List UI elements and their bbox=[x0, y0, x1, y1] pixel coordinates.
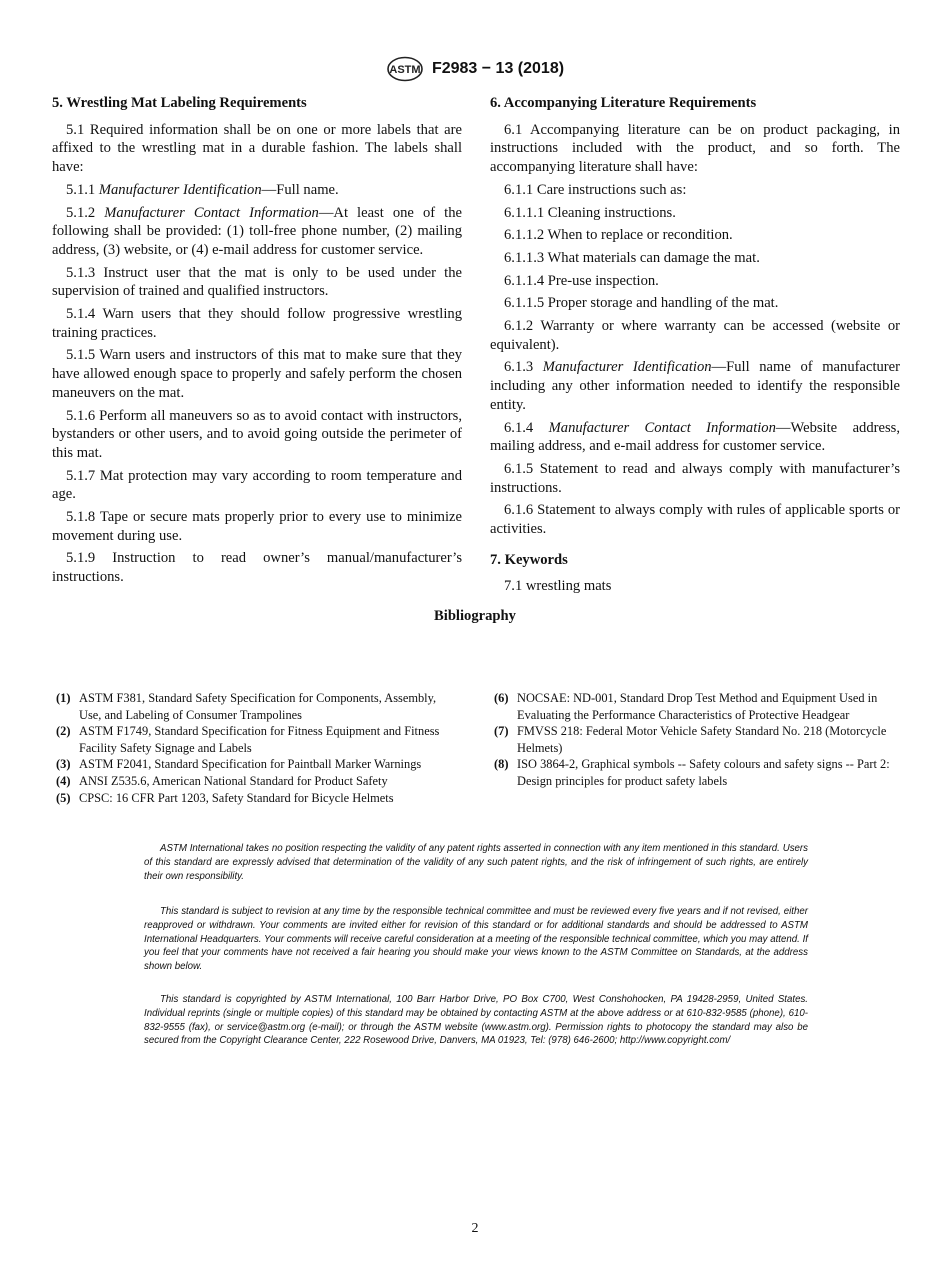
item-text: 6.1.1.5 Proper storage and handling of the mat. bbox=[504, 295, 779, 312]
section-5-item bbox=[52, 121, 462, 177]
reference-number: (6) bbox=[494, 691, 509, 705]
bibliography-entry bbox=[494, 756, 894, 789]
section-5-column bbox=[52, 94, 462, 587]
reference-text: ASTM F2041, Standard Specification for Paintball Marker Warnings bbox=[79, 757, 422, 772]
section-6-item bbox=[490, 317, 900, 354]
section-6-item bbox=[490, 419, 900, 456]
item-text: 6.1.4 bbox=[504, 419, 549, 436]
section-6-item bbox=[490, 181, 900, 200]
item-text: 5.1.6 Perform all maneuvers so as to avoid contact with instructors, bystanders or other users, and to avoid going outside the perimeter of this mat. bbox=[52, 407, 462, 461]
section-6-heading: 6. Accompanying Literature Requirements bbox=[490, 95, 757, 111]
item-text: 5.1.1 bbox=[66, 181, 99, 198]
section-5-item bbox=[52, 407, 462, 463]
item-text: 6.1.3 bbox=[504, 359, 543, 376]
section-6-item bbox=[490, 121, 900, 177]
section-5-item bbox=[52, 549, 462, 586]
document-id: F2983 − 13 (2018) bbox=[431, 60, 565, 77]
logo-text: ASTM bbox=[389, 64, 421, 76]
item-text: 5.1.7 Mat protection may vary according to room temperature and age. bbox=[52, 467, 462, 503]
item-text: 6.1.1 Care instructions such as: bbox=[504, 181, 687, 198]
item-text: 5.1 Required information shall be on one or more labels that are affixed to the wrestling mat in a durable fashion. The labels shall have: bbox=[52, 121, 462, 176]
item-text: 6.1.5 Statement to read and always comply with manufacturer’s instructions. bbox=[490, 460, 900, 496]
section-7-heading: 7. Keywords bbox=[490, 551, 568, 568]
item-text: 5.1.4 Warn users that they should follow progressive wrestling training practices. bbox=[52, 306, 462, 341]
item-text: 5.1.3 Instruct user that the mat is only to be used under the supervision of trained and qualified instructors. bbox=[52, 264, 462, 300]
bibliography-entry bbox=[56, 756, 456, 773]
bibliography-entry bbox=[494, 723, 894, 756]
revision-notice: This standard is subject to revision at any time by the responsible technical committee and must be reviewed every five years and if not revised, either reapproved or withdrawn. Your comments are invited either for revision of this standard or for additional standards and should be addressed to ASTM International Headquarters. Your comments will receive careful consideration at a meeting of the responsible technical committee, which you may attend. If you feel that your comments have not received a fair hearing you should make your views known to the ASTM Committee on Standards, at the address shown below. bbox=[144, 906, 808, 973]
section-5-item bbox=[52, 346, 462, 402]
section-6-item bbox=[490, 294, 900, 313]
bibliography-title: Bibliography bbox=[434, 608, 516, 624]
section-6-item bbox=[490, 249, 900, 268]
item-term: Manufacturer Identification bbox=[98, 181, 262, 198]
item-text: 6.1.1.1 Cleaning instructions. bbox=[504, 204, 676, 221]
bibliography-left-list bbox=[56, 690, 456, 806]
reference-text: NOCSAE: ND-001, Standard Drop Test Method and Equipment Used in Evaluating the Performance Characteristics of Protective Headgear bbox=[517, 691, 878, 722]
patent-notice: ASTM International takes no position respecting the validity of any patent rights asserted in connection with any item mentioned in this standard. Users of this standard are expressly advised that determination of the validity of any such patent rights, and the risk of infringement of such rights, are entirely their own responsibility. bbox=[144, 843, 808, 882]
section-6-item bbox=[490, 501, 900, 538]
reference-number: (8) bbox=[494, 757, 509, 772]
section-5-item bbox=[52, 467, 462, 504]
section-6-item bbox=[490, 358, 900, 414]
reference-number: (1) bbox=[56, 691, 71, 705]
section-5-heading: 5. Wrestling Mat Labeling Requirements bbox=[52, 95, 307, 111]
section-5-item bbox=[52, 204, 462, 260]
reference-text: ASTM F381, Standard Safety Specification for Components, Assembly, Use, and Labeling of Consumer Trampolines bbox=[79, 691, 437, 722]
section-6-item bbox=[490, 226, 900, 245]
item-text: 5.1.8 Tape or secure mats properly prior to every use to minimize movement during use. bbox=[52, 509, 462, 544]
item-term: Manufacturer Contact Information bbox=[548, 419, 776, 436]
reference-text: ISO 3864-2, Graphical symbols -- Safety colours and safety signs -- Part 2: Design principles for product safety labels bbox=[517, 757, 890, 788]
section-5-item bbox=[52, 508, 462, 545]
item-definition: —Full name of manufacturer including any other information needed to identify the responsible entity. bbox=[490, 359, 900, 413]
item-term: Manufacturer Contact Information bbox=[104, 204, 319, 221]
section-6-7-column bbox=[490, 94, 900, 596]
section-6-item bbox=[490, 204, 900, 223]
keyword-item: 7.1 wrestling mats bbox=[504, 578, 612, 595]
section-6-items bbox=[490, 121, 900, 539]
item-text: 5.1.2 bbox=[66, 204, 105, 221]
section-6-item bbox=[490, 272, 900, 291]
item-text: 6.1.1.4 Pre-use inspection. bbox=[504, 272, 659, 289]
reference-text: ASTM F1749, Standard Specification for Fitness Equipment and Fitness Facility Safety Signage and Labels bbox=[79, 724, 440, 755]
item-term: Manufacturer Identification bbox=[542, 359, 712, 376]
bibliography-entry bbox=[56, 790, 456, 807]
item-text: 6.1 Accompanying literature can be on product packaging, in instructions included with the product, and so forth. The accompanying literature shall have: bbox=[490, 121, 900, 176]
reference-number: (3) bbox=[56, 757, 71, 772]
bibliography-entry bbox=[56, 723, 456, 756]
copyright-notice: This standard is copyrighted by ASTM International, 100 Barr Harbor Drive, PO Box C700, West Conshohocken, PA 19428-2959, United States. Individual reprints (single or multiple copies) of this standard may be obtained by contacting ASTM at the above address or at 610-832-9585 (phone), 610-832-9555 (fax), or service@astm.org (e-mail); or through the ASTM website (www.astm.org). Permission rights to photocopy the standard may also be secured from the Copyright Clearance Center, 222 Rosewood Drive, Danvers, MA 01923, Tel: (978) 646-2600; http://www.copyright.com/ bbox=[144, 994, 808, 1047]
astm-logo-icon bbox=[386, 56, 424, 82]
reference-text: CPSC: 16 CFR Part 1203, Safety Standard for Bicycle Helmets bbox=[79, 790, 394, 805]
item-definition: —Full name. bbox=[261, 181, 339, 198]
page-header bbox=[0, 54, 950, 84]
item-text: 5.1.5 Warn users and instructors of this mat to make sure that they have allowed enough space to properly and safely perform the chosen maneuvers on the mat. bbox=[52, 347, 462, 401]
bibliography-entry bbox=[494, 690, 894, 723]
page-number: 2 bbox=[471, 1221, 479, 1236]
item-text: 6.1.6 Statement to always comply with rules of applicable sports or activities. bbox=[490, 502, 900, 538]
section-5-item bbox=[52, 264, 462, 301]
item-text: 6.1.2 Warranty or where warranty can be accessed (website or equivalent). bbox=[490, 318, 900, 353]
reference-text: ANSI Z535.6, American National Standard for Product Safety bbox=[79, 773, 388, 788]
item-text: 5.1.9 Instruction to read owner’s manual/manufacturer’s instructions. bbox=[52, 550, 462, 586]
bibliography-entry bbox=[56, 773, 456, 790]
item-definition: —At least one of the following shall be provided: (1) toll-free phone number, (2) mailing address, (3) website, or (4) e-mail address for customer service. bbox=[52, 204, 462, 258]
reference-number: (4) bbox=[56, 773, 71, 788]
section-6-item bbox=[490, 460, 900, 497]
item-definition: —Website address, mailing address, and e-mail address for customer service. bbox=[490, 419, 900, 455]
item-text: 6.1.1.2 When to replace or recondition. bbox=[504, 227, 733, 244]
bibliography-right-list bbox=[494, 690, 894, 790]
reference-number: (7) bbox=[494, 724, 509, 739]
reference-text: FMVSS 218: Federal Motor Vehicle Safety Standard No. 218 (Motorcycle Helmets) bbox=[517, 724, 887, 755]
section-5-item bbox=[52, 305, 462, 342]
reference-number: (2) bbox=[56, 724, 71, 739]
bibliography-entry bbox=[56, 690, 456, 723]
reference-number: (5) bbox=[56, 790, 71, 805]
section-5-item bbox=[52, 181, 462, 200]
item-text: 6.1.1.3 What materials can damage the mat. bbox=[504, 249, 760, 266]
section-5-items bbox=[52, 121, 462, 587]
